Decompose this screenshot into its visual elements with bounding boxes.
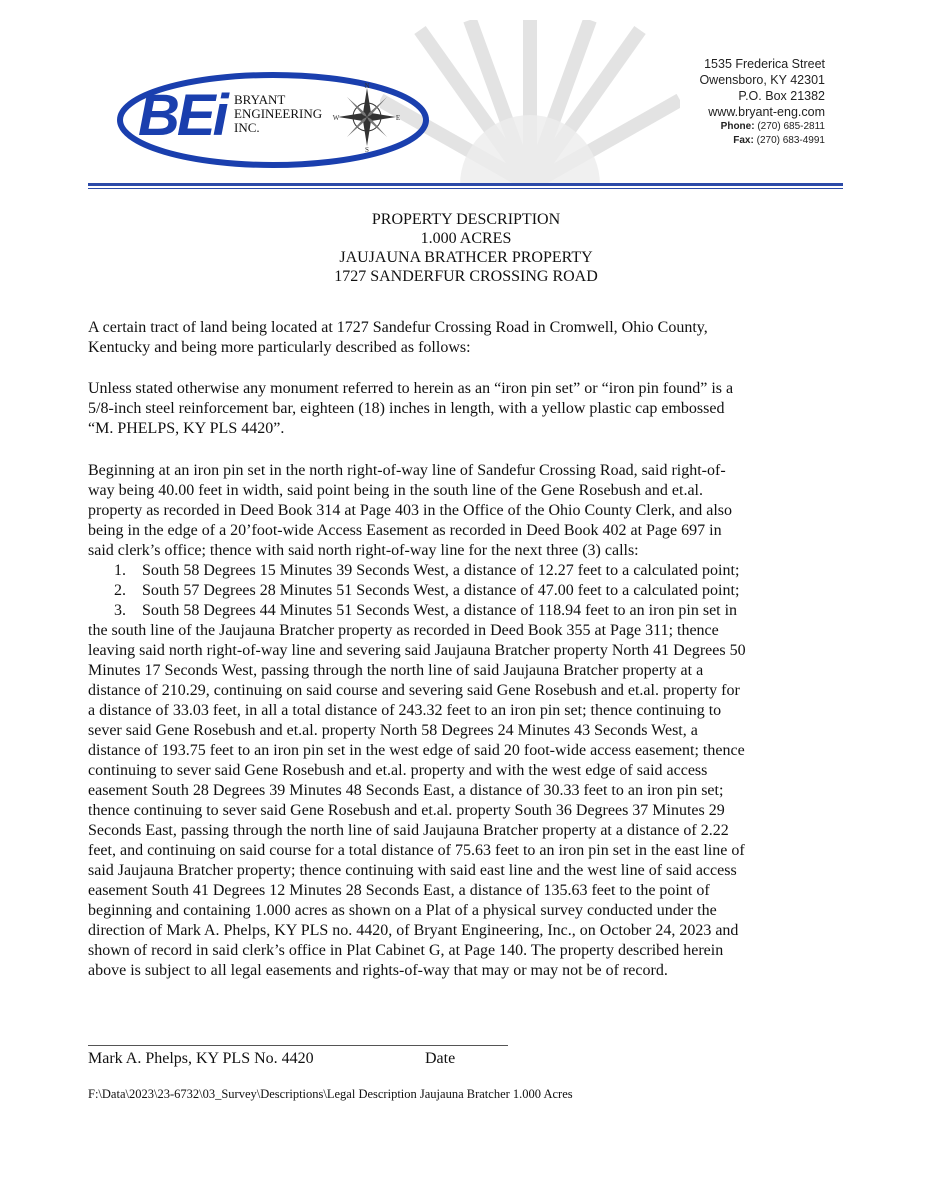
company-contact: [699, 56, 825, 148]
text-line: shown of record in said clerk’s office in Plat Cabinet G, at Page 140. The property described herein: [88, 942, 724, 959]
text-line: easement South 28 Degrees 39 Minutes 48 Seconds East, a distance of 30.33 feet to an iron pin set;: [88, 782, 724, 799]
text-line: easement South 41 Degrees 12 Minutes 28 Seconds East, a distance of 135.63 feet to the point of: [88, 882, 710, 899]
company-name-line: ENGINEERING: [234, 106, 323, 121]
text-line: way being 40.00 feet in width, said point being in the south line of the Gene Rosebush and et.al.: [88, 482, 703, 499]
call-text: South 57 Degrees 28 Minutes 51 Seconds West, a distance of 47.00 feet to a calculated point;: [142, 582, 740, 599]
call-number: 1.: [114, 562, 126, 579]
document-title: [0, 210, 932, 286]
compass-north-label: N: [364, 82, 370, 90]
text-line: Minutes 17 Seconds West, passing through the north line of said Jaujauna Bratcher property at a: [88, 662, 704, 679]
compass-west-label: W: [332, 114, 340, 122]
text-line: continuing to sever said Gene Rosebush and et.al. property and with the west edge of said access: [88, 762, 708, 779]
signature-line: [88, 1045, 508, 1046]
text-line: being in the edge of a 20’foot-wide Access Easement as recorded in Deed Book 402 at Page 697 in: [88, 522, 722, 539]
file-path: F:\Data\2023\23-6732\03_Survey\Descriptions\Legal Description Jaujauna Bratcher 1.000 Acres: [88, 1087, 573, 1101]
fax-line: [699, 134, 825, 148]
text-line: “M. PHELPS, KY PLS 4420”.: [88, 420, 285, 437]
text-line: thence continuing to sever said Gene Rosebush and et.al. property South 36 Degrees 37 Minutes 29: [88, 802, 725, 819]
address-line: P.O. Box 21382: [738, 89, 825, 103]
header-divider: [88, 183, 843, 186]
text-line: the south line of the Jaujauna Bratcher property as recorded in Deed Book 355 at Page 311; thence: [88, 622, 719, 639]
company-name: [234, 93, 322, 135]
text-line: Seconds East, passing through the north line of said Jaujauna Bratcher property at a distance of 2.22: [88, 822, 729, 839]
text-line: above is subject to all legal easements and rights-of-way that may or may not be of record.: [88, 962, 668, 979]
text-line: 5/8-inch steel reinforcement bar, eighteen (18) inches in length, with a yellow plastic cap embossed: [88, 400, 725, 417]
text-line: sever said Gene Rosebush and et.al. property North 58 Degrees 24 Minutes 43 Seconds West, a: [88, 722, 698, 739]
title-line: 1.000 ACRES: [420, 230, 512, 247]
call-text: South 58 Degrees 44 Minutes 51 Seconds West, a distance of 118.94 feet to an iron pin set in: [142, 602, 738, 619]
text-line: direction of Mark A. Phelps, KY PLS no. 4420, of Bryant Engineering, Inc., on October 24, 2023 and: [88, 922, 739, 939]
text-line: Unless stated otherwise any monument referred to herein as an “iron pin set” or “iron pin found” is a: [88, 380, 734, 397]
call-item: [88, 561, 848, 581]
text-line: A certain tract of land being located at 1727 Sandefur Crossing Road in Cromwell, Ohio County,: [88, 319, 708, 336]
text-line: leaving said north right-of-way line and severing said Jaujauna Bratcher property North 41 Degrees 50: [88, 642, 746, 659]
compass-east-label: E: [395, 114, 401, 122]
text-line: property as recorded in Deed Book 314 at Page 403 in the Office of the Ohio County Clerk, and also: [88, 502, 732, 519]
text-line: feet, and continuing on said course for a total distance of 75.63 feet to an iron pin set in the east line of: [88, 842, 745, 859]
phone-number: (270) 685-2811: [757, 121, 825, 132]
intro-paragraph: [88, 318, 848, 358]
title-line: JAUJAUNA BRATHCER PROPERTY: [339, 249, 593, 266]
text-line: said Jaujauna Bratcher property; thence continuing with said east line and the west line of said access: [88, 862, 737, 879]
surveyor-name: Mark A. Phelps, KY PLS No. 4420: [88, 1050, 314, 1067]
company-name-line: INC.: [234, 120, 260, 135]
text-line: beginning and containing 1.000 acres as shown on a Plat of a physical survey conducted under the: [88, 902, 717, 919]
title-line: PROPERTY DESCRIPTION: [371, 211, 561, 228]
fax-number: (270) 683-4991: [756, 135, 825, 146]
compass-rose-icon: [332, 82, 402, 152]
company-logo: BEi: [138, 83, 226, 148]
text-line: a distance of 33.03 feet, in all a total distance of 243.32 feet to an iron pin set; thence continuing to: [88, 702, 722, 719]
monument-paragraph: [88, 379, 848, 439]
call-number: 3.: [114, 602, 126, 619]
text-line: said clerk’s office; thence with said north right-of-way line for the next three (3) calls:: [88, 542, 639, 559]
compass-south-label: S: [365, 146, 369, 152]
date-label: Date: [425, 1050, 456, 1067]
text-line: distance of 210.29, continuing on said course and severing said Gene Rosebush and et.al. property for: [88, 682, 740, 699]
website-link[interactable]: www.bryant-eng.com: [708, 105, 825, 119]
call-item: [88, 601, 848, 621]
title-line: 1727 SANDERFUR CROSSING ROAD: [334, 268, 598, 285]
call-item: [88, 581, 848, 601]
address-line: Owensboro, KY 42301: [699, 73, 825, 87]
phone-line: [699, 120, 825, 134]
calls-list: [88, 561, 848, 621]
text-line: distance of 193.75 feet to an iron pin set in the west edge of said 20 foot-wide access easement; thence: [88, 742, 745, 759]
call-text: South 58 Degrees 15 Minutes 39 Seconds West, a distance of 12.27 feet to a calculated point;: [142, 562, 740, 579]
description-paragraph: [88, 461, 848, 981]
fax-label: Fax:: [733, 135, 754, 146]
header-divider-thin: [88, 188, 843, 189]
call-number: 2.: [114, 582, 126, 599]
text-line: Kentucky and being more particularly described as follows:: [88, 339, 471, 356]
phone-label: Phone:: [720, 121, 755, 132]
company-name-line: BRYANT: [234, 92, 286, 107]
text-line: Beginning at an iron pin set in the north right-of-way line of Sandefur Crossing Road, said right-of-: [88, 462, 726, 479]
address-line: 1535 Frederica Street: [704, 57, 825, 71]
